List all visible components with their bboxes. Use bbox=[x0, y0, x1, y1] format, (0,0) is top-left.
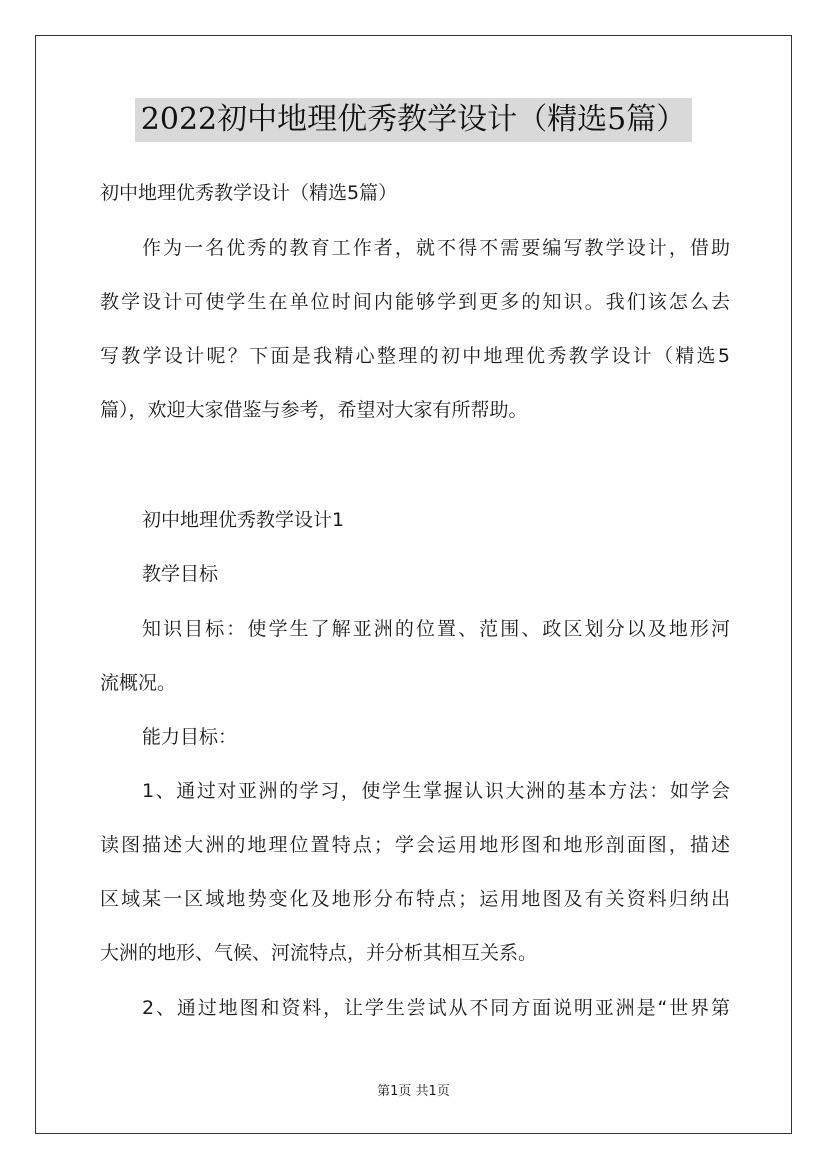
intro-line-4: 篇），欢迎大家借鉴与参考，希望对大家有所帮助。 bbox=[100, 399, 528, 421]
document-title: 2022初中地理优秀教学设计（精选5篇） bbox=[135, 98, 692, 142]
teaching-goals-heading: 教学目标 bbox=[142, 563, 219, 585]
ability-goals-heading: 能力目标： bbox=[142, 726, 238, 748]
item1-line-2: 读图描述大洲的地理位置特点；学会运用地形图和地形剖面图，描述 bbox=[100, 834, 730, 856]
item1-line-1: 1、通过对亚洲的学习，使学生掌握认识大洲的基本方法：如学会 bbox=[142, 780, 730, 802]
intro-line-1: 作为一名优秀的教育工作者，就不得不需要编写教学设计，借助 bbox=[142, 237, 730, 259]
item2-line-1: 2、通过地图和资料，让学生尝试从不同方面说明亚洲是“世界第 bbox=[142, 997, 730, 1019]
item1-line-4: 大洲的地形、气候、河流特点，并分析其相互关系。 bbox=[100, 942, 538, 964]
intro-line-3: 写教学设计呢？下面是我精心整理的初中地理优秀教学设计（精选5 bbox=[100, 345, 730, 367]
knowledge-goal-line-2: 流概况。 bbox=[100, 672, 177, 694]
document-subtitle: 初中地理优秀教学设计（精选5篇） bbox=[100, 182, 398, 204]
intro-line-2: 教学设计可使学生在单位时间内能够学到更多的知识。我们该怎么去 bbox=[100, 291, 730, 313]
title-container bbox=[0, 98, 827, 142]
page-footer: 第1页 共1页 bbox=[377, 1084, 450, 1099]
knowledge-goal-line-1: 知识目标：使学生了解亚洲的位置、范围、政区划分以及地形河 bbox=[142, 618, 730, 640]
item1-line-3: 区域某一区域地势变化及地形分布特点；运用地图及有关资料归纳出 bbox=[100, 888, 730, 910]
section-heading: 初中地理优秀教学设计1 bbox=[142, 509, 345, 531]
